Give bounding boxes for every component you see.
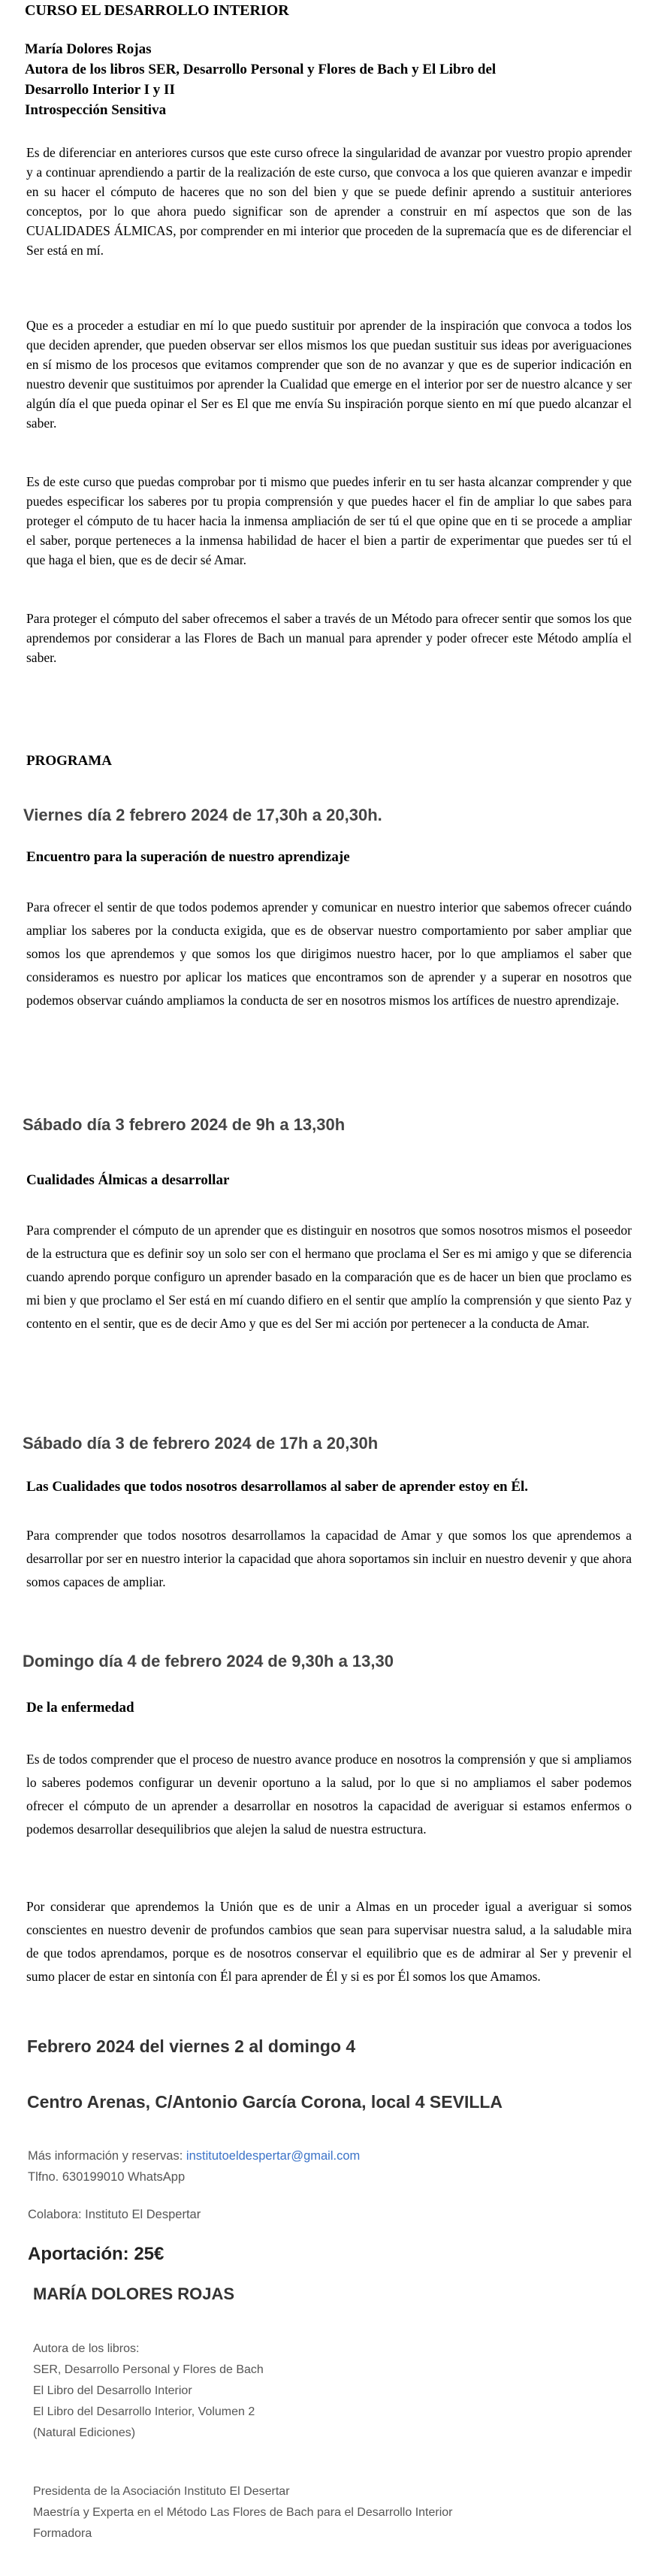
session-4-paragraph-1-text: Es de todos comprender que el proceso de nuestro avance produce en nosotros la comprensión y que si ampliamos lo saberes podemos configurar un devenir oportuno a la salud, por lo que si no ampliamos el saber podemos ofrecer el cómputo de un aprender a desarrollar en nosotros la capacidad de averiguar si estamos enfermos o podemos desarrollar desequilibrios que alejen la salud de nuestra estructura. — [26, 1752, 632, 1837]
session-3-paragraph — [26, 1524, 632, 1594]
author-books-line-1: Autora de los libros SER, Desarrollo Personal y Flores de Bach y El Libro del — [25, 62, 497, 77]
contact-email-link[interactable]: institutoeldespertar@gmail.com — [186, 2149, 361, 2163]
intro-paragraph-4 — [26, 609, 632, 667]
bio-line: Autora de los libros: — [33, 2342, 140, 2355]
session-4-date: Domingo día 4 de febrero 2024 de 9,30h a 13,30 — [23, 1652, 394, 1670]
bio-line: Formadora — [33, 2527, 92, 2540]
contact-info-label: Más información y reservas: — [28, 2149, 186, 2163]
event-venue: Centro Arenas, C/Antonio García Corona, local 4 SEVILLA — [27, 2092, 503, 2112]
intro-paragraph-3 — [26, 472, 632, 570]
session-1-title: Encuentro para la superación de nuestro aprendizaje — [26, 849, 350, 865]
session-2-date: Sábado día 3 febrero 2024 de 9h a 13,30h — [23, 1115, 346, 1134]
intro-paragraph-4-text: Para proteger el cómputo del saber ofrecemos el saber a través de un Método para ofrecer sentir que somos los que aprendemos por considerar a las Flores de Bach un manual para aprender y poder ofrecer este Método amplía el saber. — [26, 611, 632, 665]
session-2-paragraph-text: Para comprender el cómputo de un aprender que es distinguir en nosotros que somos nosotros mismos el poseedor de la estructura que es definir soy un solo ser con el hermano que proclama el Ser es mi amigo y que se diferencia cuando aprendo porque configuro un aprender basado en la comparación que es de hacer un bien que proclamo es mi bien y que proclamo el Ser está en mí cuando difiero en el sentir que amplío la comprensión y que siento Paz y contento en el sentir, que es de decir Amo y que es del Ser mi acción por pertenecer a la conducta de Amar. — [26, 1223, 632, 1331]
session-4-paragraph-1 — [26, 1748, 632, 1841]
author-name: María Dolores Rojas — [25, 41, 152, 57]
bio-roles — [33, 2481, 453, 2544]
intro-paragraph-2-text: Que es a proceder a estudiar en mí lo que puedo sustituir por aprender de la inspiración que convoca a todos los que deciden aprender, que pueden observar ser ellos mismos los que puedan sustituir sus ideas por averiguaciones en sí mismo de los procesos que evitamos comprender que son de no avanzar y que es de superior indicación en nuestro devenir que sustituimos por aprender la Cualidad que emerge en el interior por ser de nuestro alcance y ser algún día el que pueda opinar el Ser es El que me envía Su inspiración porque siento en mí que puedo alcanzar el saber. — [26, 318, 632, 431]
contribution-price: Aportación: 25€ — [28, 2244, 165, 2264]
intro-paragraph-1-text: Es de diferenciar en anteriores cursos que este curso ofrece la singularidad de avanzar por vuestro propio aprender y a continuar aprendiendo a partir de la realización de este curso, que convoca a los que quieren avanzar e impedir en su hacer el cómputo de haceres que no son del bien y que se puede definir aprendo a sustituir anteriores conceptos, por lo que ahora puedo significar son de aprender a construir en mí aspectos que son de las CUALIDADES ÁLMICAS, por comprender en mi interior que proceden de la supremacía que es de diferenciar el Ser está en mí. — [26, 145, 632, 258]
programa-title: PROGRAMA — [26, 753, 112, 769]
author-books-line-2: Desarrollo Interior I y II — [25, 82, 175, 98]
collaborator: Colabora: Instituto El Despertar — [28, 2208, 201, 2221]
intro-paragraph-2 — [26, 316, 632, 433]
session-4-paragraph-2-text: Por considerar que aprendemos la Unión que es de unir a Almas en un proceder igual a averiguar si somos conscientes en nuestro devenir de profundos cambios que sean para supervisar nuestra salud, a la saludable mira de que todos aprendamos, porque es de nosotros conservar el equilibrio que es de admirar al Ser y prevenir el sumo placer de estar en sintonía con Él para aprender de Él y si es por Él somos los que Amamos. — [26, 1899, 632, 1984]
course-title: CURSO EL DESARROLLO INTERIOR — [25, 2, 289, 19]
session-4-title: De la enfermedad — [26, 1700, 134, 1716]
contact-phone: Tlfno. 630199010 WhatsApp — [28, 2170, 186, 2184]
session-4-paragraph-2 — [26, 1895, 632, 1988]
bio-line: Presidenta de la Asociación Instituto El Desertar — [33, 2485, 290, 2498]
session-1-paragraph-text: Para ofrecer el sentir de que todos podemos aprender y comunicar en nuestro interior que sabemos ofrecer cuándo ampliar los saberes por la conducta exigida, que es de observar nuestro comportamiento por saber ampliar que somos los que aprendemos y que somos los que dirigimos nuestro hacer, por lo que ampliamos el saber que consideramos es nuestro por aplicar los matices que encontramos son de aprender y a superar en nosotros que podemos observar cuándo ampliamos la conducta de ser en nosotros mismos los artífices de nuestro aprendizaje. — [26, 899, 632, 1008]
intro-paragraph-1 — [26, 143, 632, 260]
session-2-paragraph — [26, 1219, 632, 1335]
intro-paragraph-3-text: Es de este curso que puedas comprobar por ti mismo que puedes inferir en tu ser hasta alcanzar comprender y que puedes especificar los saberes por tu propia comprensión y que puedes hacer el fin de ampliar lo que sabes para proteger el cómputo de tu hacer hacia la inmensa ampliación de ser tú el que opine que en ti se procede a ampliar el saber, porque perteneces a la inmensa habilidad de hacer el bien a partir de experimentar que puedes ser tú el que haga el bien, que es de decir sé Amar. — [26, 474, 632, 567]
author-block — [25, 39, 611, 120]
session-3-date: Sábado día 3 de febrero 2024 de 17h a 20,30h — [23, 1434, 379, 1453]
bio-name: MARÍA DOLORES ROJAS — [33, 2284, 235, 2303]
bio-line: El Libro del Desarrollo Interior — [33, 2384, 192, 2397]
bio-books — [33, 2339, 264, 2444]
bio-line: (Natural Ediciones) — [33, 2426, 136, 2439]
bio-line: El Libro del Desarrollo Interior, Volumen 2 — [33, 2405, 255, 2418]
author-subtitle: Introspección Sensitiva — [25, 102, 167, 118]
contact-info — [28, 2149, 360, 2163]
session-3-paragraph-text: Para comprender que todos nosotros desarrollamos la capacidad de Amar y que somos los que aprendemos a desarrollar por ser en nuestro interior la capacidad que ahora soportamos sin incluir en nuestro devenir y que ahora somos capaces de ampliar. — [26, 1528, 632, 1589]
bio-line: Maestría y Experta en el Método Las Flores de Bach para el Desarrollo Interior — [33, 2506, 453, 2519]
event-dates: Febrero 2024 del viernes 2 al domingo 4 — [27, 2036, 356, 2056]
session-1-date: Viernes día 2 febrero 2024 de 17,30h a 20,30h. — [23, 806, 382, 824]
session-3-title: Las Cualidades que todos nosotros desarrollamos al saber de aprender estoy en Él. — [26, 1479, 529, 1495]
bio-line: SER, Desarrollo Personal y Flores de Bach — [33, 2363, 264, 2376]
session-1-paragraph — [26, 896, 632, 1012]
session-2-title: Cualidades Álmicas a desarrollar — [26, 1172, 230, 1188]
